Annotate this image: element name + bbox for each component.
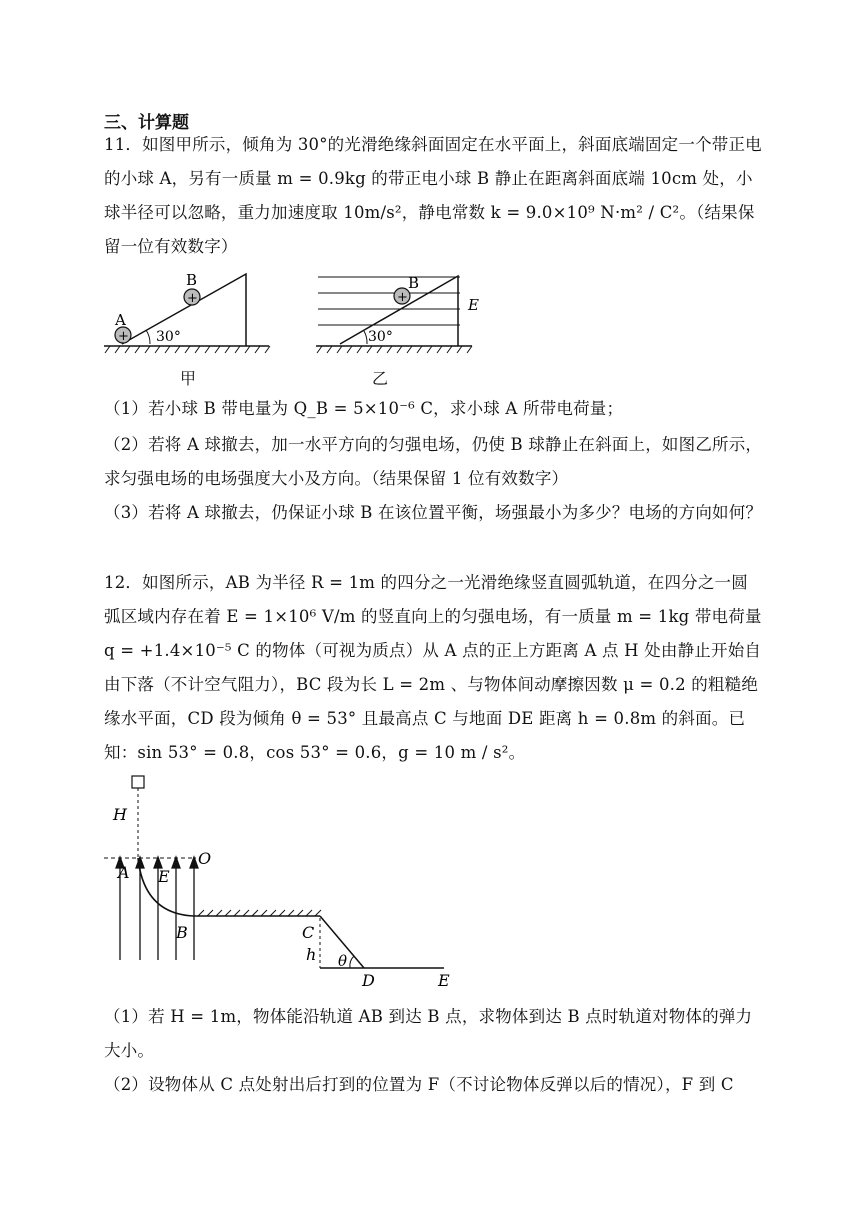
label-O: O — [198, 849, 212, 868]
q12-stem: 12．如图所示，AB 为半径 R = 1m 的四分之一光滑绝缘竖直圆弧轨道，在四分之一圆弧区域内存在着 E = 1×10⁶ V/m 的竖直向上的匀强电场，有一质量 m = 1kg 带电荷量 q = +1.4×10⁻⁵ C 的物体（可视为质点）从 A 点的正上方距离 A 点 H 处由静止开始自由下落（不计空气阻力），BC 段为长 L = 2m 、与物体间动摩擦因数 μ = 0.2 的粗糙绝缘水平面，CD 段为倾角 θ = 53° 且最高点 C 与地面 DE 距离 h = 0.8m 的斜面。已知：sin 53° = 0.8，cos 53° = 0.6，g = 10 m / s²。 — [104, 573, 768, 762]
caption-jia: 甲 — [180, 369, 197, 388]
plus-icon: + — [118, 329, 129, 344]
q12-part2: （2）设物体从 C 点处射出后打到的位置为 F（不讨论物体反弹以后的情况），F 到 C — [104, 1075, 734, 1094]
angle-label-yi: 30° — [368, 329, 393, 345]
section-title: 三、计算题 — [104, 113, 189, 133]
label-theta: θ — [338, 952, 348, 970]
label-b: B — [408, 274, 420, 292]
caption-yi: 乙 — [372, 369, 389, 388]
label-B: B — [176, 923, 188, 942]
q11-part3: （3）若将 A 球撤去，仍保证小球 B 在该位置平衡，场强最小为多少？电场的方向如何？ — [104, 503, 763, 522]
label-D: D — [362, 971, 375, 990]
figure-q12 — [104, 770, 454, 990]
label-E-point: E — [438, 971, 450, 990]
block-object — [132, 776, 144, 788]
plus-icon: + — [397, 290, 408, 305]
label-h: h — [306, 945, 317, 964]
figure-jia — [104, 268, 279, 368]
q11-part2: （2）若将 A 球撤去，加一水平方向的匀强电场，仍使 B 球静止在斜面上，如图乙所示，求匀强电场的电场强度大小及方向。（结果保留 1 位有效数字） — [104, 435, 763, 488]
label-E-field: E — [158, 867, 170, 886]
label-C: C — [302, 923, 315, 942]
label-e: E — [468, 296, 479, 314]
label-a: A — [115, 311, 126, 329]
label-H: H — [113, 805, 127, 824]
figure-yi — [312, 268, 492, 368]
q11-stem: 11．如图甲所示，倾角为 30°的光滑绝缘斜面固定在水平面上，斜面底端固定一个带正电的小球 A，另有一质量 m = 0.9kg 的带正电小球 B 静止在距离斜面底端 10cm 处，小球半径可以忽略，重力加速度取 10m/s²，静电常数 k = 9.0×10⁹ N·m² / C²。（结果保留一位有效数字） — [104, 135, 762, 256]
angle-label-jia: 30° — [156, 329, 181, 345]
q12-part1: （1）若 H = 1m，物体能沿轨道 AB 到达 B 点，求物体到达 B 点时轨道对物体的弹力大小。 — [104, 1007, 753, 1060]
label-A: A — [118, 863, 130, 882]
field-lines — [318, 277, 460, 325]
label-b: B — [186, 271, 198, 289]
q11-part1: （1）若小球 B 带电量为 Q_B = 5×10⁻⁶ C，求小球 A 所带电荷量； — [104, 399, 624, 418]
plus-icon: + — [187, 291, 198, 306]
